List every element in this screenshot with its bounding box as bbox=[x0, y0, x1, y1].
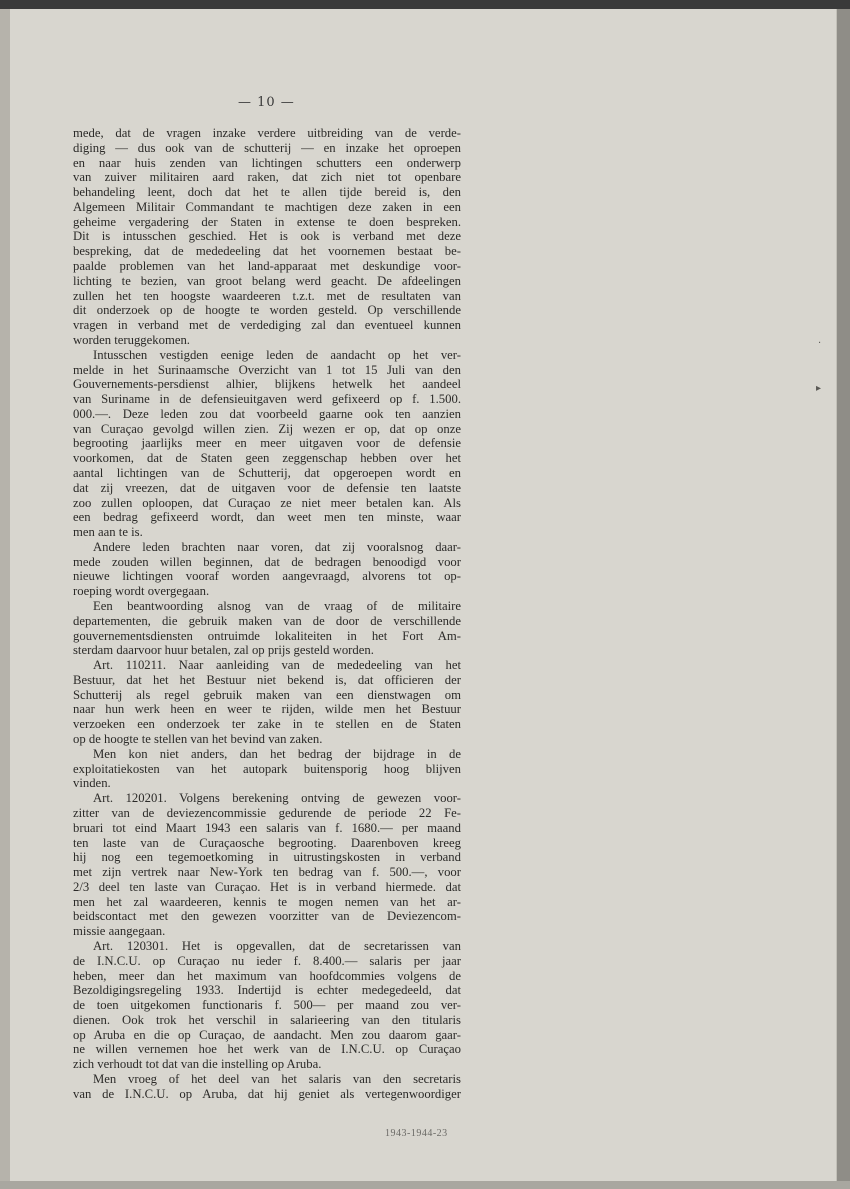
text-line: de toen uitgekomen functionaris f. 500— per maand zou ver- bbox=[73, 998, 461, 1013]
text-line: geheime vergadering der Staten in extense te doen bespreken. bbox=[73, 214, 461, 229]
text-line: zich verhoudt tot dat van die instelling op Aruba. bbox=[73, 1057, 322, 1072]
text-line: Andere leden brachten naar voren, dat zij vooralsnog daar- bbox=[93, 539, 461, 554]
text-line: Art. 120301. Het is opgevallen, dat de secretarissen van bbox=[93, 938, 461, 953]
text-line: beidscontact met den gewezen voorzitter van de Deviezencom- bbox=[73, 909, 461, 924]
text-line: missie aangegaan. bbox=[73, 924, 166, 939]
text-line: zullen het ten hoogste waardeeren t.z.t. met de resultaten van bbox=[73, 288, 461, 303]
text-line: Men kon niet anders, dan het bedrag der bijdrage in de bbox=[93, 746, 461, 761]
text-line: men het zal waardeeren, kennis te mogen nemen van het ar- bbox=[73, 894, 461, 909]
text-line: Bezoldigingsregeling 1933. Indertijd is echter medegedeeld, dat bbox=[73, 983, 461, 998]
text-line: bruari tot eind Maart 1943 een salaris van f. 1680.— per maand bbox=[73, 820, 461, 835]
text-line: gouvernementsdiensten ontruimde lokaliteiten in het Fort Am- bbox=[73, 628, 461, 643]
text-line: de I.N.C.U. op Curaçao nu ieder f. 8.400.— salaris per jaar bbox=[73, 953, 461, 968]
margin-mark: · bbox=[818, 338, 822, 349]
text-line: Men vroeg of het deel van het salaris van den secretaris bbox=[93, 1072, 461, 1086]
text-line: van Curaçao gevolgd willen zien. Zij wezen er op, dat op onze bbox=[73, 421, 461, 436]
text-line: verzoeken een onderzoek ter zake in te stellen en de Staten bbox=[73, 717, 461, 732]
text-line: zoo zullen oploopen, dat Curaçao ze niet meer betalen kan. Als bbox=[73, 495, 461, 510]
text-line: van zuiver militairen aard raken, dat zich niet tot openbare bbox=[73, 170, 461, 185]
text-line: vragen in verband met de verdediging zal dan eventueel kunnen bbox=[73, 318, 461, 333]
text-line: van Suriname in de defensieuitgaven werd gefixeerd op f. 1.500. bbox=[73, 392, 461, 407]
text-line: hij nog een tegemoetkoming in uitrustingskosten in verband bbox=[73, 850, 461, 865]
text-line: Art. 120201. Volgens berekening ontving de gewezen voor- bbox=[93, 791, 461, 806]
text-line: zitter van de deviezencommissie gedurende de periode 22 Fe- bbox=[73, 805, 461, 820]
text-line: vinden. bbox=[73, 776, 111, 791]
text-line: mede zouden willen beginnen, dat de bedragen benoodigd voor bbox=[73, 554, 461, 569]
text-line: met zijn vertrek naar New-York ten bedrag van f. 500.—, voor bbox=[73, 865, 461, 880]
text-line: heben, meer dan het maximum van hoofdcommies volgens de bbox=[73, 968, 461, 983]
text-line: een bedrag gefixeerd wordt, dan weet men ten minste, waar bbox=[73, 510, 461, 525]
text-line: Algemeen Militair Commandant te machtigen deze zaken in een bbox=[73, 199, 461, 214]
text-line: 2/3 deel ten laste van Curaçao. Het is in verband hiermede. dat bbox=[73, 879, 461, 894]
text-line: worden teruggekomen. bbox=[73, 332, 190, 347]
text-line: naar hun werk heen en weer te rijden, wilde men het Bestuur bbox=[73, 702, 461, 717]
text-line: Art. 110211. Naar aanleiding van de mededeeling van het bbox=[93, 658, 461, 673]
text-line: melde in het Surinaamsche Overzicht van 1 tot 15 Juli van den bbox=[73, 362, 461, 377]
text-line: sterdam daarvoor huur betalen, zal op prijs gesteld worden. bbox=[73, 643, 374, 658]
text-line: behandeling leent, doch dat het te allen tijde bereid is, den bbox=[73, 185, 461, 200]
text-line: men aan te is. bbox=[73, 525, 143, 540]
text-line: paalde problemen van het land-apparaat met deskundige voor- bbox=[73, 259, 461, 274]
text-line: Een beantwoording alsnog van de vraag of de militaire bbox=[93, 599, 461, 613]
scanner-top-border bbox=[0, 0, 850, 9]
text-line: mede, dat de vragen inzake verdere uitbreiding van de verde- bbox=[73, 126, 461, 140]
body-text bbox=[73, 126, 461, 1102]
text-line: op de hoogte te stellen van het bevind van zaken. bbox=[73, 732, 323, 747]
text-line: op Aruba en die op Curaçao, de aandacht. Men zou daarom gaar- bbox=[73, 1027, 461, 1042]
text-line: Schutterij als regel gebruik maken van een dienstwagen om bbox=[73, 687, 461, 702]
scanner-right-border bbox=[836, 9, 850, 1189]
text-line: dienen. Ook trok het verschil in salarieering van den titularis bbox=[73, 1012, 461, 1027]
text-line: diging — dus ook van de schutterij — en inzake het oproepen bbox=[73, 140, 461, 155]
text-line: Bestuur, dat het het Bestuur niet bekend is, dat officieren der bbox=[73, 672, 461, 687]
text-line: departementen, die gebruik maken van de door de verschillende bbox=[73, 613, 461, 628]
text-line: voorkomen, dat de Staten geen zeggenschap hebben over het bbox=[73, 451, 461, 466]
page-number: — 10 — bbox=[238, 95, 295, 110]
text-line: nieuwe lichtingen vooraf worden aangevraagd, alvorens tot op- bbox=[73, 569, 461, 584]
text-line: ten laste van de Curaçaosche begrooting. Daarenboven kreeg bbox=[73, 835, 461, 850]
text-line: ne willen vernemen hoe het werk van de I.N.C.U. op Curaçao bbox=[73, 1042, 461, 1057]
text-line: dit onderzoek op de hoogte te worden gesteld. Op verschillende bbox=[73, 303, 461, 318]
text-line: Intusschen vestigden eenige leden de aandacht op het ver- bbox=[93, 347, 461, 362]
footer-code: 1943-1944-23 bbox=[385, 1128, 448, 1139]
text-line: roeping wordt overgegaan. bbox=[73, 584, 210, 599]
text-line: Gouvernements-persdienst alhier, blijkens hetwelk het aandeel bbox=[73, 377, 461, 392]
text-line: exploitatiekosten van het autopark buitensporig hoog blijven bbox=[73, 761, 461, 776]
text-line: Dit is intusschen geschied. Het is ook is verband met deze bbox=[73, 229, 461, 244]
text-line: en naar huis zenden van lichtingen schutters een onderwerp bbox=[73, 155, 461, 170]
text-line: bespreking, dat de mededeeling dat het voornemen bestaat be- bbox=[73, 244, 461, 259]
text-line: dat zij vreezen, dat de uitgaven voor de defensie ten laatste bbox=[73, 480, 461, 495]
text-line: 000.—. Deze leden zou dat voorbeeld gaarne ook ten aanzien bbox=[73, 406, 461, 421]
margin-mark: ▸ bbox=[816, 383, 822, 394]
scanner-bottom-border bbox=[0, 1181, 850, 1189]
text-line: van de I.N.C.U. op Aruba, dat hij geniet als vertegenwoordiger bbox=[73, 1086, 461, 1101]
text-line: lichting te bezien, van groot belang werd geacht. De afdeelingen bbox=[73, 273, 461, 288]
text-line: begrooting jaarlijks meer en meer uitgaven voor de defensie bbox=[73, 436, 461, 451]
text-line: aantal lichtingen van de Schutterij, dat opgeroepen wordt en bbox=[73, 465, 461, 480]
